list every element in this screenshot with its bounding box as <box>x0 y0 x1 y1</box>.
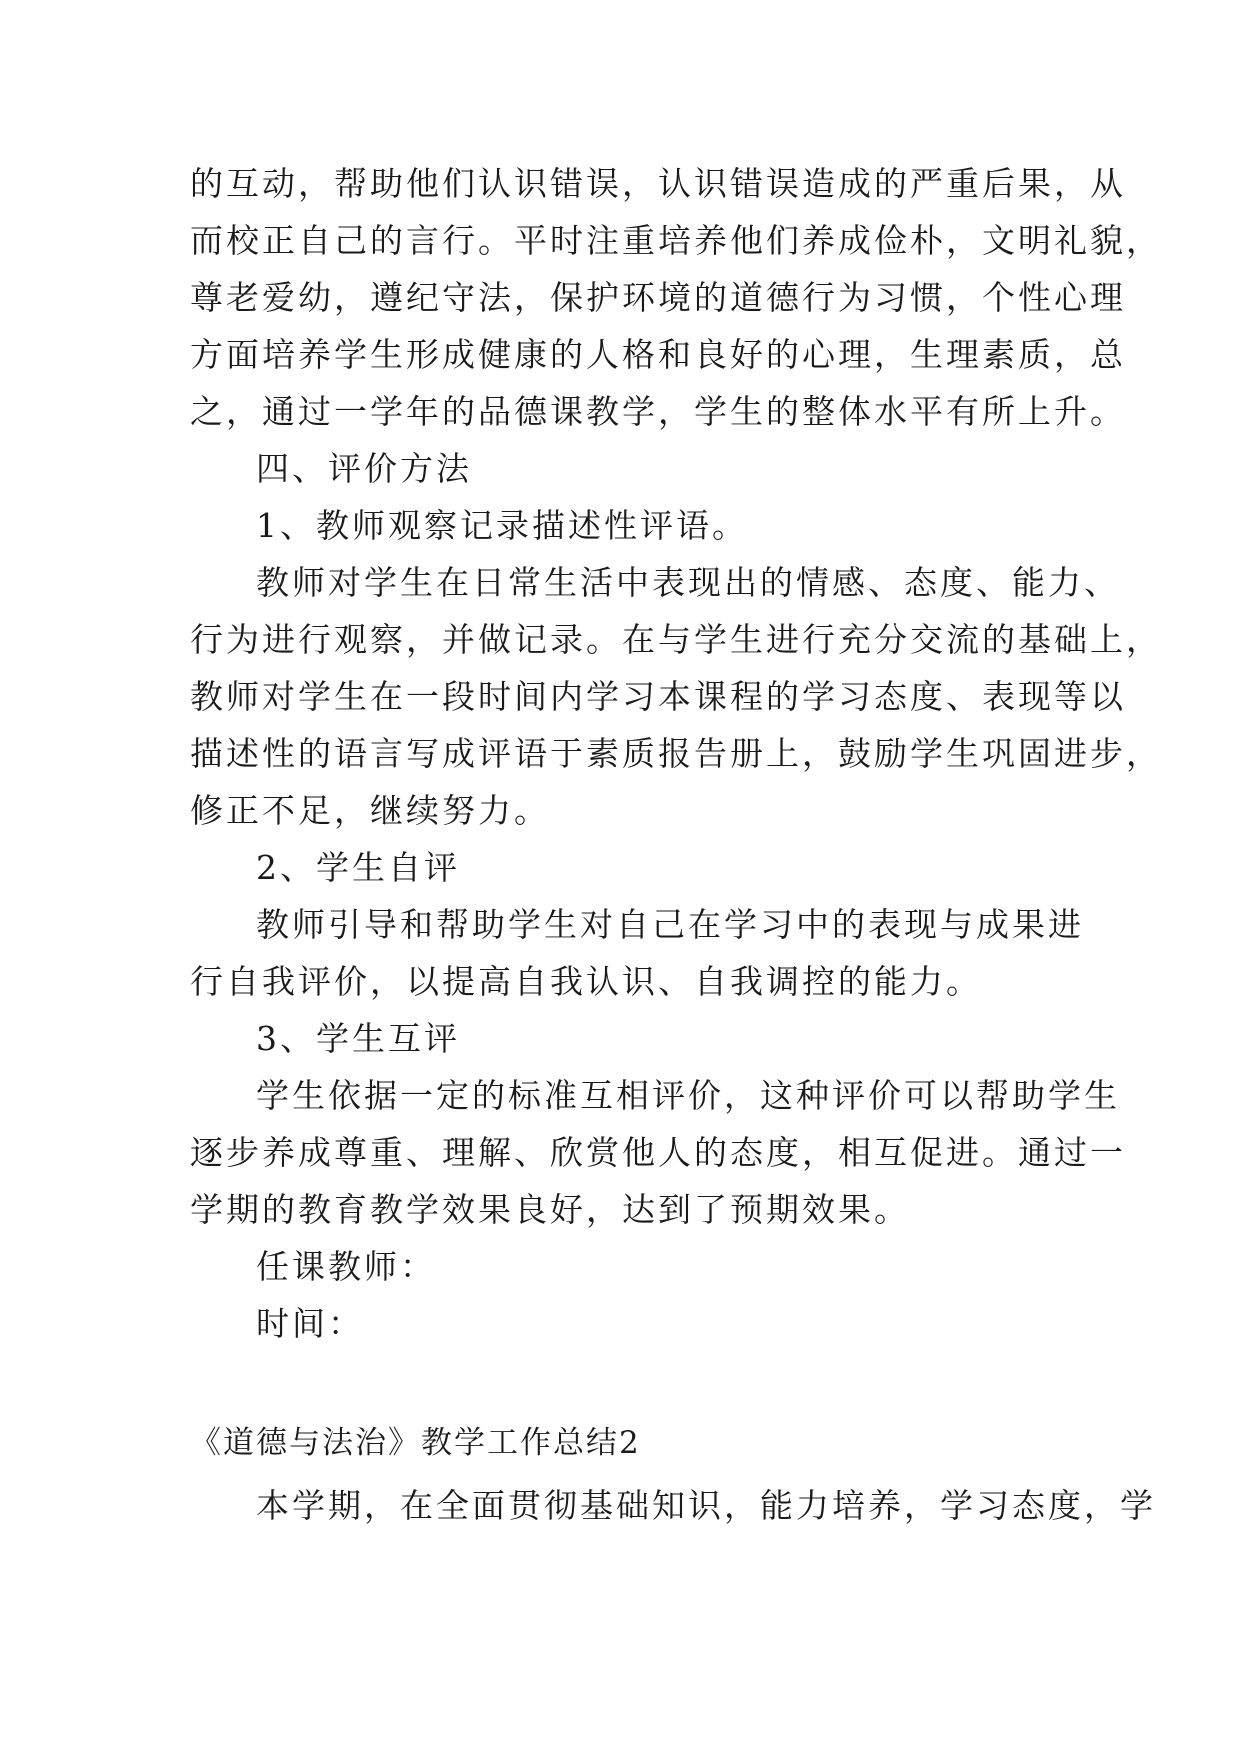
section-title-evaluation: 四、评价方法 <box>256 449 472 488</box>
item-title-peer-evaluation: 3、学生互评 <box>256 1019 460 1058</box>
paragraph-line: 的互动，帮助他们认识错误，认识错误造成的严重后果，从 <box>190 164 1126 203</box>
paragraph-line: 本学期，在全面贯彻基础知识，能力培养，学习态度，学 <box>256 1486 1156 1525</box>
paragraph-line: 教师引导和帮助学生对自己在学习中的表现与成果进 <box>256 905 1084 944</box>
paragraph-line: 尊老爱幼，遵纪守法，保护环境的道德行为习惯，个性心理 <box>190 278 1126 317</box>
paragraph-line: 逐步养成尊重、理解、欣赏他人的态度，相互促进。通过一 <box>190 1133 1126 1172</box>
paragraph-line: 之，通过一学年的品德课教学，学生的整体水平有所上升。 <box>190 392 1126 431</box>
paragraph-line: 方面培养学生形成健康的人格和良好的心理，生理素质，总 <box>190 335 1126 374</box>
paragraph-line: 行为进行观察，并做记录。在与学生进行充分交流的基础上， <box>190 620 1162 659</box>
paragraph-line: 学生依据一定的标准互相评价，这种评价可以帮助学生 <box>256 1076 1120 1115</box>
paragraph-line: 而校正自己的言行。平时注重培养他们养成俭朴，文明礼貌， <box>190 221 1162 260</box>
time-label: 时间： <box>256 1304 364 1343</box>
paragraph-line: 教师对学生在一段时间内学习本课程的学习态度、表现等以 <box>190 677 1126 716</box>
document-page <box>190 155 1162 1534</box>
paragraph-line: 教师对学生在日常生活中表现出的情感、态度、能力、 <box>256 563 1120 602</box>
paragraph-line: 描述性的语言写成评语于素质报告册上，鼓励学生巩固进步， <box>190 734 1162 773</box>
section-heading: 《道德与法治》教学工作总结2 <box>190 1425 641 1461</box>
teacher-label: 任课教师： <box>256 1247 436 1286</box>
paragraph-line: 行自我评价，以提高自我认识、自我调控的能力。 <box>190 962 982 1001</box>
paragraph-line: 修正不足，继续努力。 <box>190 791 550 830</box>
item-title-self-evaluation: 2、学生自评 <box>256 848 460 887</box>
paragraph-line: 学期的教育教学效果良好，达到了预期效果。 <box>190 1190 910 1229</box>
item-title-observation: 1、教师观察记录描述性评语。 <box>256 506 748 545</box>
spacer <box>190 1352 1070 1409</box>
